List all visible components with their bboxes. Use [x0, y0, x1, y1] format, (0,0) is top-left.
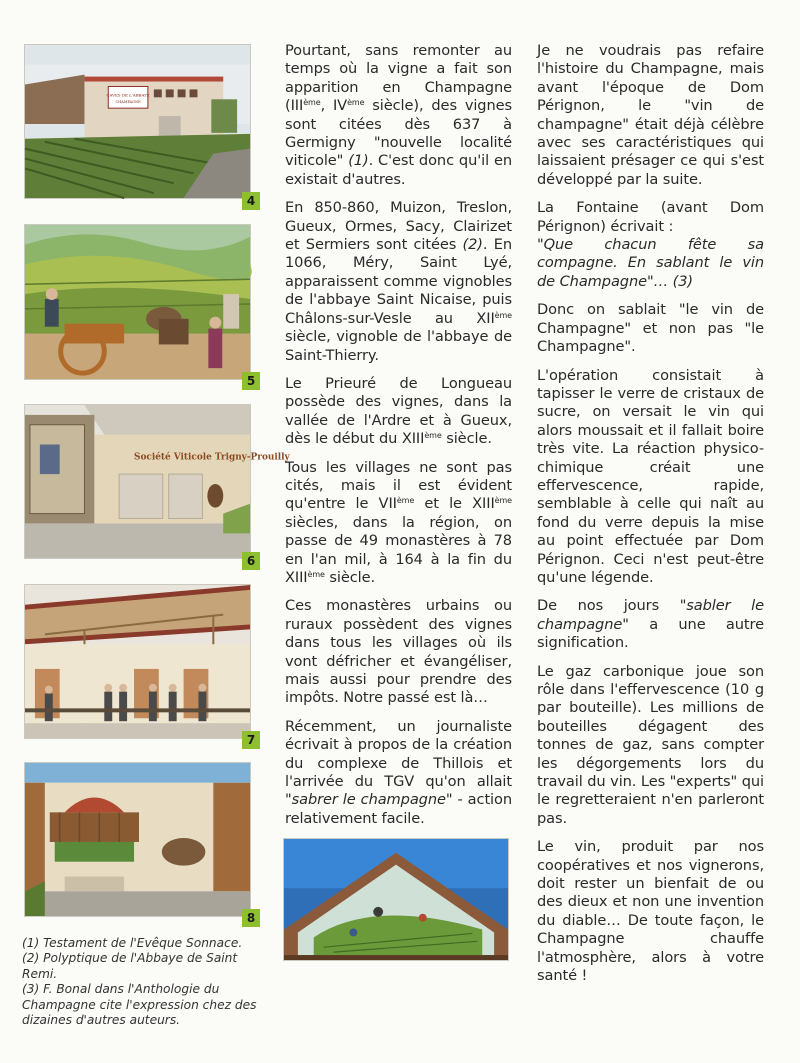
- harvest-mural-photo: [24, 224, 251, 380]
- paragraph: L'opération consistait à tapisser le verre de cristaux de sucre, on versait le vin qui alors moussait et il fallait boire très vite. La réaction physico-chimique créait une effervescence, rapide, semblable à celle qui naît au fond du verre depuis la mise au point effectuée par Dom Pérignon. Ceci n'est peut-être qu'une légende.: [537, 366, 764, 586]
- paragraph: Le Prieuré de Longueau possède des vignes, dans la vallée de l'Ardre et à Gueux, dès le début du XIIIème siècle.: [285, 374, 512, 448]
- footnotes: [22, 936, 262, 1028]
- paragraph: Le gaz carbonique joue son rôle dans l'effervescence (10 g par bouteille). Les millions de bouteilles dégagent des tonnes de gaz, sans compter les dégorgements lors du travail du vin. Les "experts" qui le regretteraient n'en parleront pas.: [537, 662, 764, 827]
- paragraph: De nos jours "sabler le champagne" a une autre signification.: [537, 597, 764, 652]
- paragraph: Donc on sablait "le vin de Champagne" et non pas "le Champagne".: [537, 301, 764, 356]
- paragraph: Ces monastères urbains ou ruraux possèdent des vignes dans tous les villages où ils vont défricher et évangéliser, mais aussi pour prendre des impôts. Notre passé est là…: [285, 597, 512, 707]
- vineyard-gable-mural-photo: [283, 838, 509, 961]
- balcony-mural-photo: [24, 584, 251, 739]
- societe-viticole-building-photo: [24, 404, 290, 559]
- footnote: (2) Polyptique de l'Abbaye de Saint Remi.: [22, 951, 238, 981]
- winery-sign-text: CAVES DE L'ABBAYE: [106, 92, 150, 98]
- paragraph: La Fontaine (avant Dom Pérignon) écrivait : "Que chacun fête sa compagne. En sablant le vin de Champagne"… (3): [537, 199, 764, 290]
- societe-sign-text: Société Viticole Trigny-Prouilly: [134, 452, 290, 463]
- paragraph: Pourtant, sans remonter au temps où la vigne a fait son apparition en Champagne (IIIème, IVème siècle), des vignes sont citées dès 637 à Germigny "nouvelle localité viticole" (1). C'est donc qu'il en existait d'autres.: [285, 42, 513, 188]
- paragraph: Je ne voudrais pas refaire l'histoire du Champagne, mais avant l'époque de Dom Pérignon, le "vin de champagne" était déjà célèbre avec ses caractéristiques qui laissaient présager ce qui s'est développé par la suite.: [537, 42, 764, 188]
- paragraph: Récemment, un journaliste écrivait à propos de la création du complexe de Thillois et l'arrivée du TGV qu'on allait "sabrer le champagne" - action relativement facile.: [285, 717, 512, 827]
- photo-number-6: 6: [242, 552, 260, 570]
- photo-number-7: 7: [242, 731, 260, 749]
- winery-building-photo: [24, 44, 251, 199]
- footnote: (1) Testament de l'Evêque Sonnace.: [22, 936, 243, 950]
- photo-number-4: 4: [242, 192, 260, 210]
- paragraph: Tous les villages ne sont pas cités, mais il est évident qu'entre le VIIème et le XIIIème siècles, dans la région, on passe de 49 monastères à 78 en l'an mil, à 164 à la fin du XIIIème siècle.: [285, 458, 512, 586]
- text-column-middle: [285, 42, 512, 838]
- text-column-right: [537, 42, 764, 996]
- paragraph: En 850-860, Muizon, Treslon, Gueux, Ormes, Sacy, Clairizet et Sermiers sont citées (2). En 1066, Méry, Saint Lyé, apparaissent comme vignobles de l'abbaye Saint Nicaise, puis Châlons-sur-Vesle au XIIème siècle, vignoble de l'abbaye de Saint-Thierry.: [285, 199, 512, 364]
- wine-press-mural-photo: [24, 762, 251, 917]
- paragraph: Le vin, produit par nos coopératives et nos vignerons, doit rester un bienfait de ou des dieux et non une invention du diable… De toute façon, le Champagne chauffe l'atmosphère, alors à votre santé !: [537, 838, 764, 985]
- footnote: (3) F. Bonal dans l'Anthologie du Champagne cite l'expression chez des dizaines d'autres auteurs.: [22, 982, 257, 1028]
- photo-number-8: 8: [242, 909, 260, 927]
- svg-text:CHAMPAGNE: CHAMPAGNE: [115, 100, 141, 105]
- photo-number-5: 5: [242, 372, 260, 390]
